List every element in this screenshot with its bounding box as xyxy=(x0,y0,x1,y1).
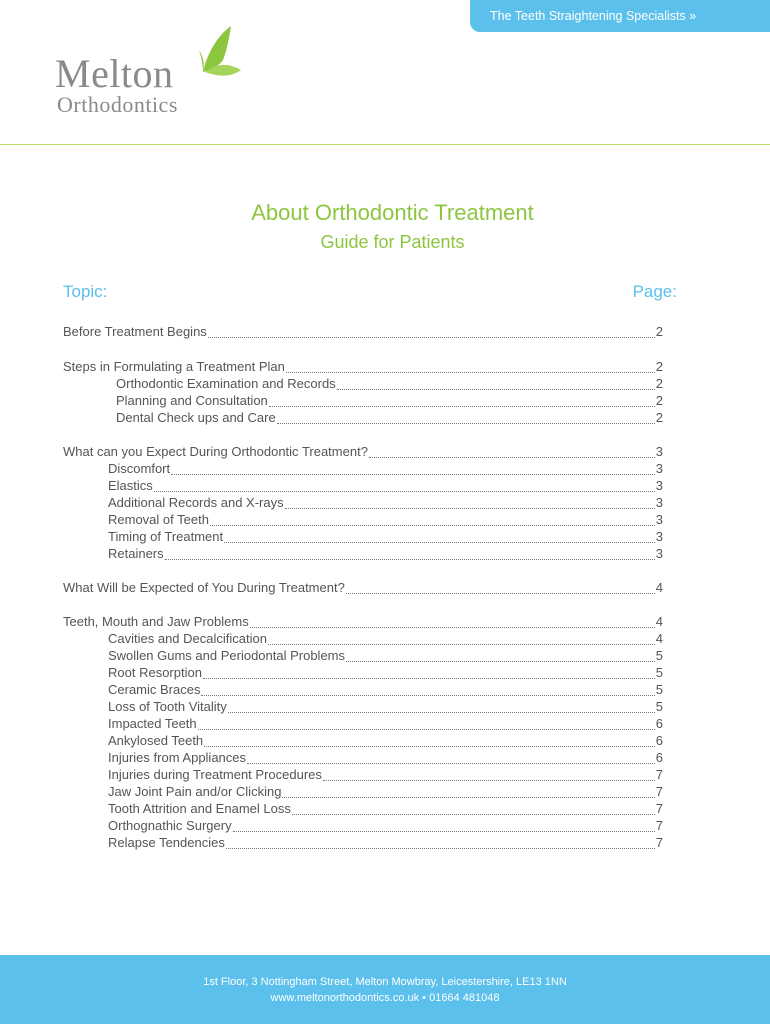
topic-column-header: Topic: xyxy=(63,282,108,301)
toc-entry-label: Cavities and Decalcification xyxy=(108,631,267,646)
toc-entry[interactable] xyxy=(63,580,663,597)
toc-entry-label: Injuries during Treatment Procedures xyxy=(108,767,322,782)
toc-entry-label: Steps in Formulating a Treatment Plan xyxy=(63,359,285,374)
toc-leader-dots xyxy=(268,643,655,645)
toc-leader-dots xyxy=(154,490,655,492)
toc-entry[interactable] xyxy=(108,818,663,835)
document-title: About Orthodontic Treatment xyxy=(251,200,534,225)
toc-entry-page: 5 xyxy=(655,699,663,714)
toc-entry-label: Impacted Teeth xyxy=(108,716,197,731)
toc-entry-page: 6 xyxy=(655,750,663,765)
toc-entry-page: 7 xyxy=(655,818,663,833)
logo-wordmark: Melton xyxy=(55,51,174,96)
toc-entry-page: 6 xyxy=(655,733,663,748)
toc-leader-dots xyxy=(204,745,655,747)
toc-entry-page: 3 xyxy=(655,512,663,527)
toc-entry[interactable] xyxy=(108,699,663,716)
toc-leader-dots xyxy=(286,371,655,373)
toc-leader-dots xyxy=(165,558,655,560)
toc-entry[interactable] xyxy=(108,461,663,478)
toc-entry-label: Dental Check ups and Care xyxy=(116,410,276,425)
toc-entry-label: Discomfort xyxy=(108,461,171,476)
logo-subtitle: Orthodontics xyxy=(57,92,178,117)
toc-entry-label: Tooth Attrition and Enamel Loss xyxy=(108,801,291,816)
toc-entry-label: Jaw Joint Pain and/or Clicking xyxy=(108,784,282,799)
toc-entry[interactable] xyxy=(116,376,663,393)
toc-entry-label: Removal of Teeth xyxy=(108,512,209,527)
toc-entry-page: 3 xyxy=(655,478,663,493)
toc-leader-dots xyxy=(250,626,655,628)
toc-entry-page: 2 xyxy=(655,393,663,408)
toc-leader-dots xyxy=(282,796,654,798)
toc-entry[interactable] xyxy=(63,614,663,631)
toc-entry-label: Ceramic Braces xyxy=(108,682,201,697)
toc-entry-label: Injuries from Appliances xyxy=(108,750,247,765)
toc-entry-label: Additional Records and X-rays xyxy=(108,495,284,510)
toc-entry-page: 4 xyxy=(655,580,663,595)
toc-entry[interactable] xyxy=(108,631,663,648)
toc-entry-page: 5 xyxy=(655,665,663,680)
footer-address: 1st Floor, 3 Nottingham Street, Melton Mowbray, Leicestershire, LE13 1NN xyxy=(203,976,567,988)
toc-entry-page: 3 xyxy=(655,444,663,459)
toc-entry[interactable] xyxy=(108,478,663,495)
toc-entry-label: Planning and Consultation xyxy=(116,393,268,408)
toc-entry-label: Orthognathic Surgery xyxy=(108,818,232,833)
toc-leader-dots xyxy=(247,762,655,764)
toc-entry[interactable] xyxy=(108,784,663,801)
toc-entry-label: Retainers xyxy=(108,546,164,561)
toc-leader-dots xyxy=(198,728,655,730)
toc-entry-page: 2 xyxy=(655,376,663,391)
toc-leader-dots xyxy=(337,388,655,390)
toc-entry[interactable] xyxy=(108,767,663,784)
toc-entry-label: Loss of Tooth Vitality xyxy=(108,699,227,714)
toc-leader-dots xyxy=(285,507,655,509)
toc-entry[interactable] xyxy=(63,444,663,461)
toc-leader-dots xyxy=(269,405,655,407)
toc-entry-page: 4 xyxy=(655,614,663,629)
toc-entry-label: What Will be Expected of You During Treatment? xyxy=(63,580,345,595)
toc-entry[interactable] xyxy=(108,648,663,665)
toc-entry[interactable] xyxy=(108,546,663,563)
toc-leader-dots xyxy=(323,779,655,781)
toc-entry[interactable] xyxy=(108,682,663,699)
toc-entry-page: 2 xyxy=(655,410,663,425)
butterfly-icon xyxy=(197,24,245,84)
tagline-text: The Teeth Straightening Specialists » xyxy=(490,9,697,23)
page-column-header: Page: xyxy=(632,282,677,301)
toc-entry-label: Timing of Treatment xyxy=(108,529,224,544)
toc-entry-label: What can you Expect During Orthodontic Treatment? xyxy=(63,444,368,459)
toc-entry[interactable] xyxy=(108,733,663,750)
toc-entry-label: Teeth, Mouth and Jaw Problems xyxy=(63,614,249,629)
toc-entry-page: 3 xyxy=(655,546,663,561)
toc-entry-page: 5 xyxy=(655,648,663,663)
toc-entry[interactable] xyxy=(116,410,663,427)
toc-entry-label: Orthodontic Examination and Records xyxy=(116,376,336,391)
toc-entry-page: 7 xyxy=(655,767,663,782)
logo xyxy=(55,24,255,124)
toc-leader-dots xyxy=(171,473,655,475)
toc-leader-dots xyxy=(210,524,655,526)
toc-leader-dots xyxy=(228,711,655,713)
toc-leader-dots xyxy=(201,694,654,696)
toc-leader-dots xyxy=(226,847,655,849)
toc-entry-page: 7 xyxy=(655,835,663,850)
tagline-link[interactable] xyxy=(470,0,770,32)
toc-entry-label: Relapse Tendencies xyxy=(108,835,225,850)
toc-leader-dots xyxy=(346,592,655,594)
toc-entry-page: 6 xyxy=(655,716,663,731)
toc-leader-dots xyxy=(233,830,655,832)
toc-entry-page: 3 xyxy=(655,529,663,544)
footer xyxy=(0,955,770,1024)
toc-entry[interactable] xyxy=(108,665,663,682)
toc-leader-dots xyxy=(224,541,655,543)
header-divider xyxy=(0,144,770,145)
toc-entry-label: Swollen Gums and Periodontal Problems xyxy=(108,648,346,663)
toc-entry-page: 3 xyxy=(655,495,663,510)
toc-entry[interactable] xyxy=(108,750,663,767)
toc-entry[interactable] xyxy=(63,324,663,341)
toc-entry[interactable] xyxy=(108,512,663,529)
toc-entry[interactable] xyxy=(108,529,663,546)
toc-entry-page: 5 xyxy=(655,682,663,697)
toc-leader-dots xyxy=(203,677,655,679)
toc-entry[interactable] xyxy=(116,393,663,410)
toc-entry-page: 7 xyxy=(655,784,663,799)
toc-entry[interactable] xyxy=(108,801,663,818)
toc-leader-dots xyxy=(346,660,655,662)
toc-entry-page: 4 xyxy=(655,631,663,646)
toc-entry-page: 7 xyxy=(655,801,663,816)
toc-entry-page: 2 xyxy=(655,324,663,339)
footer-contact[interactable]: www.meltonorthodontics.co.uk • 01664 481048 xyxy=(270,992,500,1004)
toc-entry-page: 3 xyxy=(655,461,663,476)
toc-leader-dots xyxy=(292,813,655,815)
toc-leader-dots xyxy=(208,336,655,338)
toc-entry-label: Root Resorption xyxy=(108,665,202,680)
toc-entry[interactable] xyxy=(108,835,663,852)
toc-leader-dots xyxy=(369,456,655,458)
toc-entry[interactable] xyxy=(63,359,663,376)
toc-entry-label: Before Treatment Begins xyxy=(63,324,207,339)
toc-entry[interactable] xyxy=(108,716,663,733)
toc-entry-page: 2 xyxy=(655,359,663,374)
toc-entry[interactable] xyxy=(108,495,663,512)
toc-entry-label: Elastics xyxy=(108,478,153,493)
toc-leader-dots xyxy=(277,422,655,424)
document-subtitle: Guide for Patients xyxy=(320,232,465,252)
toc-entry-label: Ankylosed Teeth xyxy=(108,733,204,748)
